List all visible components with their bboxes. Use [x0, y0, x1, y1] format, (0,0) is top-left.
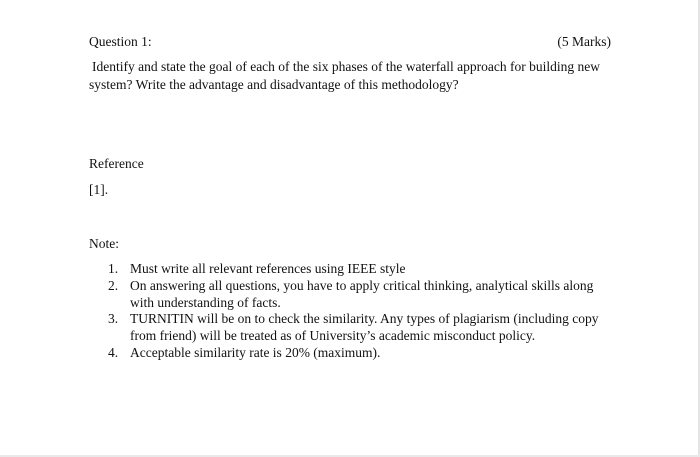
note-item-text: Acceptable similarity rate is 20% (maximum).: [130, 344, 381, 360]
note-item-text: Must write all relevant references using IEEE style: [130, 261, 406, 276]
note-item-number: 2.: [108, 277, 119, 293]
reference-item: [1].: [89, 182, 109, 197]
note-item-number: 3.: [108, 311, 119, 327]
note-item-text: with understanding of facts.: [130, 294, 281, 310]
note-item-number: 1.: [108, 261, 119, 276]
reference-label: Reference: [89, 156, 144, 171]
note-item-text: On answering all questions, you have to apply critical thinking, analytical skills along: [130, 277, 594, 293]
note-item: [108, 345, 618, 362]
question-marks: (5 Marks): [557, 34, 611, 49]
question-text: [89, 58, 613, 93]
question-header: [89, 33, 611, 51]
question-text-line: system? Write the advantage and disadvantage of this methodology?: [89, 76, 459, 92]
note-item-text: TURNITIN will be on to check the similarity. Any types of plagiarism (including copy: [130, 311, 599, 327]
note-item: [108, 261, 618, 278]
note-item-text: from friend) will be treated as of University’s academic misconduct policy.: [130, 328, 536, 344]
note-item: [108, 278, 618, 312]
note-item: [108, 311, 618, 345]
note-item-number: 4.: [108, 344, 119, 360]
note-label: Note:: [89, 236, 119, 251]
note-list: [108, 261, 618, 362]
question-title: Question 1:: [89, 34, 152, 49]
question-text-line: Identify and state the goal of each of the six phases of the waterfall approach for building new: [92, 59, 600, 74]
